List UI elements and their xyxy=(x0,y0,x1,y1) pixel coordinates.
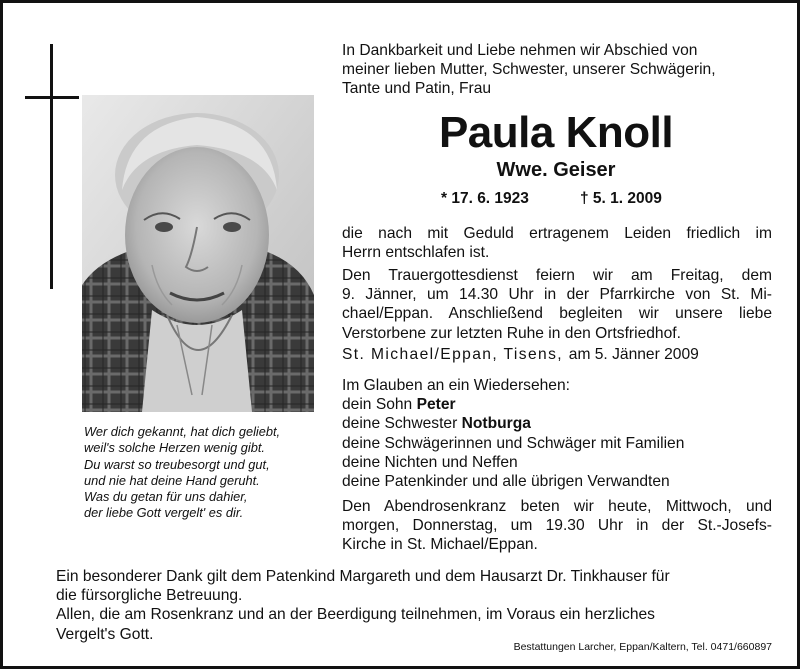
poem-line: Du warst so treubesorgt und gut, xyxy=(84,456,270,472)
thanks-text xyxy=(56,567,772,644)
intro-line: In Dankbarkeit und Liebe nehmen wir Abschied von xyxy=(342,42,698,59)
funeral-line: Den Trauergottesdienst feiern wir am Freitag, dem xyxy=(342,267,772,284)
poem-line: weil's solche Herzen wenig gibt. xyxy=(84,440,265,456)
death-date: † 5. 1. 2009 xyxy=(580,190,662,207)
mourner-son xyxy=(342,395,772,414)
thanks-line: Ein besonderer Dank gilt dem Patenkind Margareth und dem Hausarzt Dr. Tinkhauser für xyxy=(56,568,670,585)
intro-text xyxy=(342,41,772,99)
funeral-line: Verstorbene zur letzten Ruhe in den Ortsfriedhof. xyxy=(342,324,681,342)
intro-line: meiner lieben Mutter, Schwester, unserer Schwägerin, xyxy=(342,61,716,79)
rosary-text xyxy=(342,497,772,555)
intro-line: Tante und Patin, Frau xyxy=(342,80,492,98)
sister-name: Notburga xyxy=(461,415,531,433)
mourner-sister xyxy=(342,414,772,433)
thanks-line: Allen, die am Rosenkranz und an der Beerdigung teilnehmen, im Voraus ein herzliches xyxy=(56,606,655,624)
poem-line: und nie hat deine Hand geruht. xyxy=(84,472,260,488)
mourners-intro: Im Glauben an ein Wiedersehen: xyxy=(342,377,570,394)
funeral-line: 9. Jänner, um 14.30 Uhr in der Pfarrkirche von St. Mi- xyxy=(342,286,772,304)
rosary-line: Kirche in St. Michael/Eppan. xyxy=(342,536,538,554)
mourner-line: deine Schwägerinnen und Schwäger mit Familien xyxy=(342,434,685,452)
place-date xyxy=(342,345,772,364)
thanks-line: die fürsorgliche Betreuung. xyxy=(56,587,243,605)
mourner-line: deine Nichten und Neffen xyxy=(342,453,518,471)
deceased-name: Paula Knoll xyxy=(438,108,674,157)
place-name: St. Michael/Eppan, Tisens, xyxy=(342,346,564,363)
passing-text xyxy=(342,224,772,262)
cross-icon xyxy=(50,44,53,289)
portrait-photo xyxy=(82,95,314,412)
mourners-list xyxy=(342,376,772,491)
rosary-line: morgen, Donnerstag, um 19.30 Uhr in der St.-Josefs- xyxy=(342,517,772,535)
poem-line: Was du getan für uns dahier, xyxy=(84,489,248,505)
thanks-line: Vergelt's Gott. xyxy=(56,625,154,643)
cross-icon-bar xyxy=(25,96,79,99)
poem-line: Wer dich gekannt, hat dich geliebt, xyxy=(84,424,281,439)
portrait-photo-graphic xyxy=(82,95,314,412)
passing-line: Herrn entschlafen ist. xyxy=(342,244,490,262)
sister-prefix: deine Schwester xyxy=(342,415,458,433)
funeral-text xyxy=(342,266,772,343)
memorial-poem xyxy=(84,424,334,522)
son-prefix: dein Sohn xyxy=(342,396,413,414)
place-date-value: am 5. Jänner 2009 xyxy=(568,346,699,363)
rosary-line: Den Abendrosenkranz beten wir heute, Mittwoch, und xyxy=(342,498,772,515)
birth-date: * 17. 6. 1923 xyxy=(441,190,529,207)
mourner-line: deine Patenkinder und alle übrigen Verwandten xyxy=(342,473,670,491)
funeral-home-footer: Bestattungen Larcher, Eppan/Kaltern, Tel. 0471/660897 xyxy=(513,641,772,653)
funeral-line: chael/Eppan. Anschließend begleiten wir unsere liebe xyxy=(342,305,772,323)
widow-name: Wwe. Geiser xyxy=(496,159,616,181)
poem-line: der liebe Gott vergelt' es dir. xyxy=(84,505,244,521)
passing-line: die nach mit Geduld ertragenem Leiden friedlich im xyxy=(342,225,772,242)
son-name: Peter xyxy=(416,396,456,414)
